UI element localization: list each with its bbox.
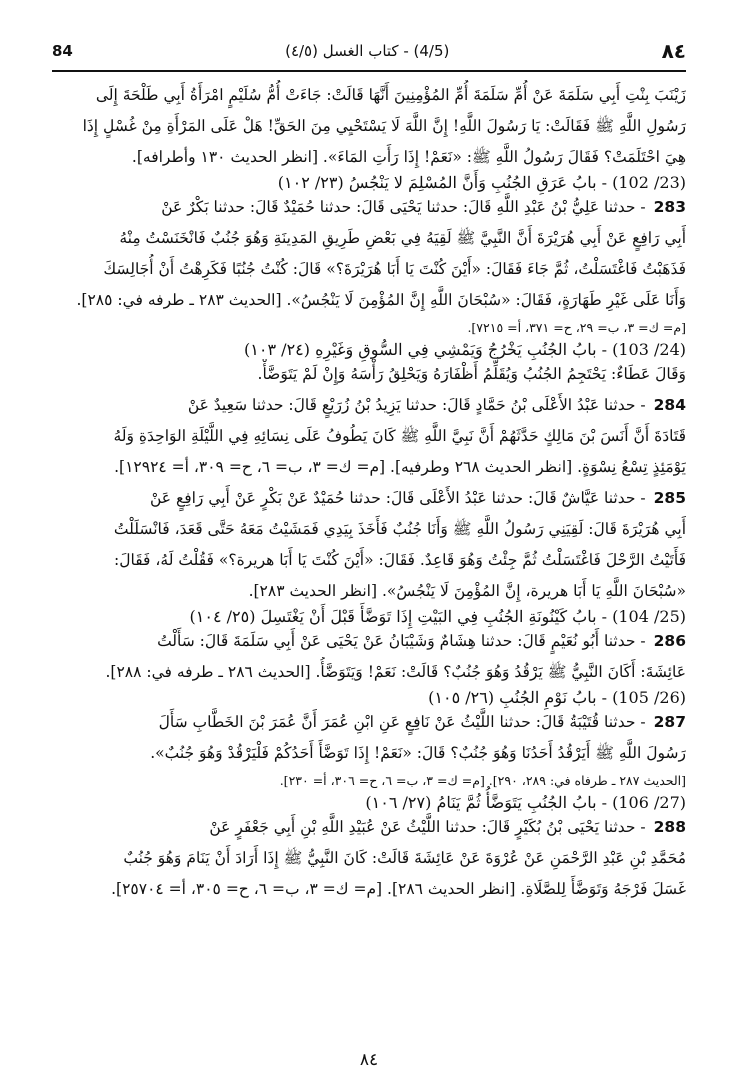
chapter-heading	[52, 793, 686, 812]
book-page	[52, 0, 686, 1092]
text-line	[52, 421, 686, 452]
text-line	[52, 254, 686, 285]
reference-note	[52, 316, 686, 340]
line-text: - حدثنا عَبْدُ الأَعْلَى بْنُ حَمَّادٍ قَالَ: حدثنا يَزِيدُ بْنُ زُرَيْعٍ قَالَ: حدثنا سَعِيدٌ عَنْ	[187, 396, 646, 414]
hadith-number: 285	[653, 489, 686, 507]
reference-note	[52, 769, 686, 793]
line-text: وَأَنَا عَلَى غَيْرِ طَهَارَةٍ، فَقَالَ: «سُبْحَانَ اللَّهِ إِنَّ المُؤْمِنَ لَا يَنْجُسُ». [الحديث ٢٨٣ ـ طرفه في: ٢٨٥].	[76, 291, 686, 309]
page-header	[52, 38, 686, 64]
line-text: قَتَادَةَ أَنَّ أَنَسَ بْنَ مَالِكٍ حَدَّثَهُمْ أَنَّ نَبِيَّ اللَّهِ ﷺ كَانَ يَطُوفُ عَلَى نِسَائِهِ فِي اللَّيْلَةِ الوَاحِدَةِ وَلَهُ	[113, 427, 686, 445]
line-text: فَذَهَبْتُ فَاغْتَسَلْتُ، ثُمَّ جَاءَ فَقَالَ: «أَيْنَ كُنْتَ يَا أَبَا هُرَيْرَةَ؟» قَالَ: كُنْتُ جُنُبًا فَكَرِهْتُ أَنْ أُجَالِسَكَ	[103, 260, 686, 278]
text-line	[52, 738, 686, 769]
line-text: - حدثنا عَيَّاشٌ قَالَ: حدثنا عَبْدُ الأَعْلَى قَالَ: حدثنا حُمَيْدٌ عَنْ بَكْرٍ عَنْ أَبِي رَافِعٍ عَنْ	[149, 489, 646, 507]
line-text: - حدثنا يَحْيَى بْنُ بُكَيْرٍ قَالَ: حدثنا اللَّيْثُ عَنْ عُبَيْدِ اللَّهِ بْنِ أَبِي جَعْفَرٍ عَنْ	[209, 818, 646, 836]
text-line	[52, 626, 686, 657]
text-line	[52, 142, 686, 173]
line-text: (24/ 103) - بابُ الجُنُبِ يَخْرُجُ وَيَمْشِي فِي السُّوقِ وَغَيْرِهِ (٢٤/ ١٠٣)	[244, 340, 686, 359]
line-text: - حدثنا أَبُو نُعَيْمٍ قَالَ: حدثنا هِشَامٌ وَشَيْبَانُ عَنْ يَحْيَى عَنْ أَبِي سَلَمَةَ قَالَ: سَأَلْتُ	[157, 632, 646, 650]
text-line	[52, 452, 686, 483]
line-text: رَسُولَ اللَّهِ ﷺ أَيَرْقُدُ أَحَدُنَا وَهُوَ جُنُبٌ؟ قَالَ: «نَعَمْ! إِذَا تَوَضَّأَ أَحَدُكُمْ فَلْيَرْقُدْ وَهُوَ جُنُبٌ».	[150, 744, 686, 762]
text-line	[52, 514, 686, 545]
running-title: (4/5) - كتاب الغسل (٤/٥)	[285, 42, 450, 60]
line-text: (23/ 102) - بابُ عَرَقِ الجُنُبِ وَأَنَّ المُسْلِمَ لا يَنْجُسُ (٢٣/ ١٠٢)	[277, 173, 686, 192]
line-text: مُحَمَّدِ بْنِ عَبْدِ الرَّحْمَنِ عَنْ عُرْوَةَ عَنْ عَائِشَةَ قَالَتْ: كَانَ النَّبِيُّ ﷺ إِذَا أَرَادَ أَنْ يَنَامَ وَهُوَ جُنُبٌ	[123, 849, 686, 867]
page-body	[52, 80, 686, 905]
page-number-latin: 84	[52, 42, 73, 60]
text-line	[52, 707, 686, 738]
text-line	[52, 576, 686, 607]
line-text: «سُبْحَانَ اللَّهِ يَا أَبَا هريرة، إِنَّ المُؤْمِنَ لَا يَنْجُسُ». [انظر الحديث ٢٨٣].	[248, 582, 686, 600]
header-rule	[52, 70, 686, 72]
hadith-number: 287	[653, 713, 686, 731]
text-line	[52, 111, 686, 142]
text-line	[52, 285, 686, 316]
text-line	[52, 359, 686, 390]
text-line	[52, 483, 686, 514]
text-line	[52, 843, 686, 874]
page-number-arabic: ٨٤	[661, 39, 686, 63]
chapter-heading	[52, 173, 686, 192]
line-text: - حدثنا عَلِيُّ بْنُ عَبْدِ اللَّهِ قَالَ: حدثنا يَحْيَى قَالَ: حدثنا حُمَيْدٌ قَالَ: حدثنا بَكْرٌ عَنْ	[161, 198, 646, 216]
text-line	[52, 192, 686, 223]
line-text: (26/ 105) - بابُ نَوْمِ الجُنُبِ (٢٦/ ١٠٥)	[428, 688, 686, 707]
hadith-number: 286	[653, 632, 686, 650]
line-text: رَسُولِ اللَّهِ ﷺ فَقَالَتْ: يَا رَسُولَ اللَّهِ! إِنَّ اللَّهَ لَا يَسْتَحْيِي مِنَ الحَقِّ! هَلْ عَلَى المَرْأَةِ مِنْ غُسْلٍ إِذَا	[82, 117, 686, 135]
line-text: أَبِي رَافِعٍ عَنْ أَبِي هُرَيْرَةَ أَنَّ النَّبِيَّ ﷺ لَقِيَهُ فِي بَعْضِ طَرِيقِ المَدِينَةِ وَهُوَ جُنُبٌ فَانْخَنَسْتُ مِنْهُ	[119, 229, 686, 247]
line-text: (25/ 104) - بابُ كَيْنُونَةِ الجُنُبِ فِي البَيْتِ إِذَا تَوَضَّأَ قَبْلَ أَنْ يَغْتَسِلَ (٢٥/ ١٠٤)	[189, 607, 686, 626]
text-line	[52, 874, 686, 905]
chapter-heading	[52, 688, 686, 707]
hadith-number: 284	[653, 396, 686, 414]
text-line	[52, 657, 686, 688]
text-line	[52, 80, 686, 111]
line-text: زَيْنَبَ بِنْتِ أَبِي سَلَمَةَ عَنْ أُمِّ سَلَمَةَ أُمِّ المُؤْمِنِينَ أَنَّهَا قَالَتْ: جَاءَتْ أُمُّ سُلَيْمٍ امْرَأَةُ أَبِي طَلْحَةَ إِلَى	[95, 86, 686, 104]
chapter-heading	[52, 340, 686, 359]
line-text: عَائِشَةَ: أَكَانَ النَّبِيُّ ﷺ يَرْقُدُ وَهُوَ جُنُبٌ؟ قَالَتْ: نَعَمْ! وَيَتَوَضَّأُ. [الحديث ٢٨٦ ـ طرفه في: ٢٨٨].	[105, 663, 686, 681]
text-line	[52, 390, 686, 421]
line-text: [م= ك= ٣، ب= ٢٩، ح= ٣٧١، أ= ٧٢١٥].	[467, 320, 686, 335]
hadith-number: 288	[653, 818, 686, 836]
line-text: غَسَلَ فَرْجَهُ وَتَوَضَّأَ لِلصَّلَاةِ. [انظر الحديث ٢٨٦]. [م= ك= ٣، ب= ٦، ح= ٣٠٥، أ= ٢٥٧٠٤].	[111, 880, 686, 898]
chapter-heading	[52, 607, 686, 626]
text-line	[52, 223, 686, 254]
hadith-number: 283	[653, 198, 686, 216]
line-text: [الحديث ٢٨٧ ـ طرفاه في: ٢٨٩، ٢٩٠]. [م= ك= ٣، ب= ٦، ح= ٣٠٦، أ= ٢٣٠].	[279, 773, 686, 788]
line-text: هِيَ احْتَلَمَتْ؟ فَقَالَ رَسُولُ اللَّهِ ﷺ: «نَعَمْ! إِذَا رَأَتِ المَاءَ». [انظر الحديث ١٣٠ وأطرافه].	[131, 148, 686, 166]
line-text: وَقَالَ عَطَاءٌ: يَحْتَجِمُ الجُنُبُ وَيُقَلِّمُ أَظْفَارَهُ وَيَحْلِقُ رَأْسَهُ وَإِنْ لَمْ يَتَوَضَّأْ.	[257, 365, 686, 383]
line-text: يَوْمَئِذٍ تِسْعُ نِسْوَةٍ. [انظر الحديث ٢٦٨ وطرفيه]. [م= ك= ٣، ب= ٦، ح= ٣٠٩، أ= ١٢٩٢٤].	[114, 458, 686, 476]
text-line	[52, 812, 686, 843]
line-text: فَأَتَيْتُ الرَّحْلَ فَاغْتَسَلْتُ ثُمَّ جِئْتُ وَهُوَ قَاعِدٌ. فَقَالَ: «أَيْنَ كُنْتَ يَا أَبَا هريرة؟» فَقُلْتُ لَهُ، فَقَالَ:	[114, 551, 686, 569]
line-text: - حدثنا قُتَيْبَةُ قَالَ: حدثنا اللَّيْثُ عَنْ نَافِعٍ عَنِ ابْنِ عُمَرَ أَنَّ عُمَرَ بْنَ الخَطَّابِ سَأَلَ	[158, 713, 646, 731]
footer-page-number: ٨٤	[359, 1050, 379, 1070]
text-line	[52, 545, 686, 576]
line-text: (27/ 106) - بابُ الجُنُبِ يَتَوَضَّأُ ثُمَّ يَنَامُ (٢٧/ ١٠٦)	[365, 793, 686, 812]
line-text: أَبِي هُرَيْرَةَ قَالَ: لَقِيَنِي رَسُولُ اللَّهِ ﷺ وَأَنَا جُنُبٌ فَأَخَذَ بِيَدِي فَمَشَيْتُ مَعَهُ حَتَّى قَعَدَ، فَانْسَلَلْتُ	[113, 520, 686, 538]
